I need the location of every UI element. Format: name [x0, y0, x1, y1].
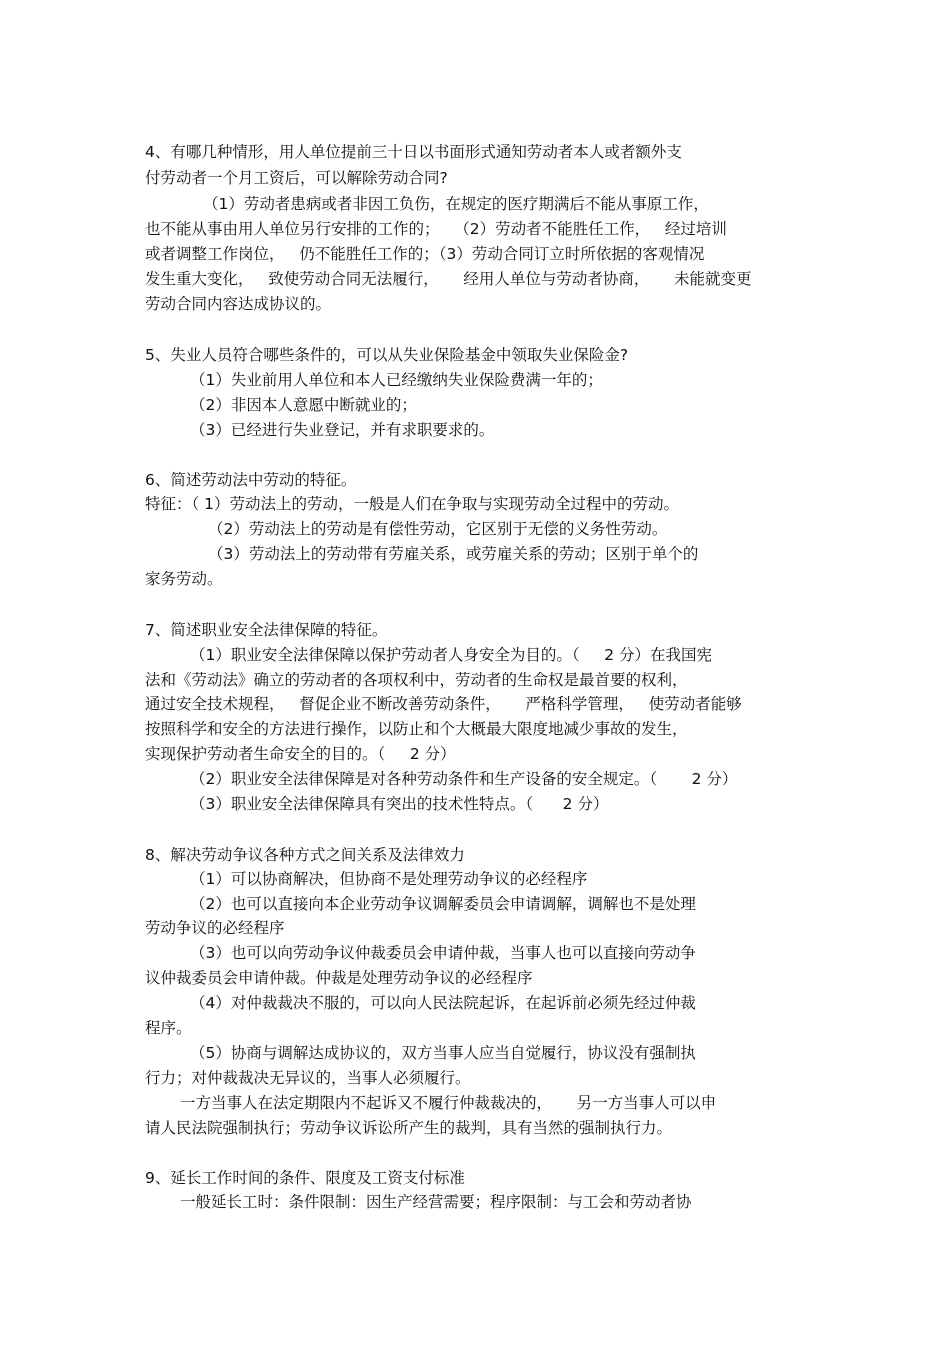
q8-answer-line-9: 行力；对仲裁裁决无异议的，当事人必须履行。: [145, 1069, 471, 1087]
q5-item-3: （3）已经进行失业登记，并有求职要求的。: [190, 421, 495, 439]
q4-answer-line-5: 劳动合同内容达成协议的。: [145, 295, 332, 313]
q6-answer-line-2: （2）劳动法上的劳动是有偿性劳动，它区别于无偿的义务性劳动。: [208, 520, 668, 538]
q4-heading-line-2: 付劳动者一个月工资后，可以解除劳动合同?: [145, 169, 448, 187]
q7-answer-line-4: 按照科学和安全的方法进行操作，以防止和个大概最大限度地减少事故的发生，: [145, 720, 688, 738]
q4-answer-line-2: 也不能从事由用人单位另行安排的工作的； （2）劳动者不能胜任工作， 经过培训: [145, 220, 727, 238]
q6-answer-line-4: 家务劳动。: [145, 570, 223, 588]
q4-answer-line-3: 或者调整工作岗位， 仍不能胜任工作的；（3）劳动合同订立时所依据的客观情况: [145, 245, 705, 263]
q6-heading: 6、简述劳动法中劳动的特征。: [145, 471, 357, 489]
q6-answer-line-1: 特征：（ 1）劳动法上的劳动，一般是人们在争取与实现劳动全过程中的劳动。: [145, 495, 680, 513]
q4-answer-line-4: 发生重大变化， 致使劳动合同无法履行， 经用人单位与劳动者协商， 未能就变更: [145, 270, 752, 288]
q8-answer-line-8: （5）协商与调解达成协议的，双方当事人应当自觉履行，协议没有强制执: [190, 1044, 696, 1062]
q7-answer-line-2: 法和《劳动法》确立的劳动者的各项权利中，劳动者的生命权是最首要的权利，: [145, 671, 688, 689]
q7-answer-line-6: （2）职业安全法律保障是对各种劳动条件和生产设备的安全规定。（ 2 分）: [190, 770, 738, 788]
q8-answer-line-6: （4）对仲裁裁决不服的，可以向人民法院起诉，在起诉前必须先经过仲裁: [190, 994, 696, 1012]
q5-item-2: （2）非因本人意愿中断就业的；: [190, 396, 417, 414]
q7-answer-line-3: 通过安全技术规程， 督促企业不断改善劳动条件， 严格科学管理， 使劳动者能够: [145, 695, 742, 713]
q8-heading: 8、解决劳动争议各种方式之间关系及法律效力: [145, 846, 465, 864]
q8-answer-line-1: （1）可以协商解决，但协商不是处理劳动争议的必经程序: [190, 870, 588, 888]
q7-heading: 7、简述职业安全法律保障的特征。: [145, 621, 388, 639]
q8-answer-line-7: 程序。: [145, 1019, 192, 1037]
q7-answer-line-7: （3）职业安全法律保障具有突出的技术性特点。（ 2 分）: [190, 795, 609, 813]
q8-answer-line-3: 劳动争议的必经程序: [145, 919, 285, 937]
q5-item-1: （1）失业前用人单位和本人已经缴纳失业保险费满一年的；: [190, 371, 603, 389]
q9-answer-line-1: 一般延长工时：条件限制：因生产经营需要；程序限制：与工会和劳动者协: [180, 1193, 692, 1211]
q7-answer-line-5: 实现保护劳动者生命安全的目的。（ 2 分）: [145, 745, 456, 763]
q8-answer-line-5: 议仲裁委员会申请仲裁。仲裁是处理劳动争议的必经程序: [145, 969, 533, 987]
q5-heading: 5、失业人员符合哪些条件的，可以从失业保险基金中领取失业保险金?: [145, 346, 629, 364]
q4-heading-line-1: 4、有哪几种情形，用人单位提前三十日以书面形式通知劳动者本人或者额外支: [145, 143, 682, 161]
q8-answer-line-11: 请人民法院强制执行；劳动争议诉讼所产生的裁判，具有当然的强制执行力。: [145, 1119, 673, 1137]
q4-answer-line-1: （1）劳动者患病或者非因工负伤，在规定的医疗期满后不能从事原工作，: [203, 195, 709, 213]
q8-answer-line-10: 一方当事人在法定期限内不起诉又不履行仲裁裁决的， 另一方当事人可以申: [180, 1094, 717, 1112]
q8-answer-line-4: （3）也可以向劳动争议仲裁委员会申请仲裁，当事人也可以直接向劳动争: [190, 944, 696, 962]
q9-heading: 9、延长工作时间的条件、限度及工资支付标准: [145, 1169, 465, 1187]
q7-answer-line-1: （1）职业安全法律保障以保护劳动者人身安全为目的。（ 2 分）在我国宪: [190, 646, 713, 664]
q8-answer-line-2: （2）也可以直接向本企业劳动争议调解委员会申请调解，调解也不是处理: [190, 895, 696, 913]
q6-answer-line-3: （3）劳动法上的劳动带有劳雇关系，或劳雇关系的劳动；区别于单个的: [208, 545, 699, 563]
